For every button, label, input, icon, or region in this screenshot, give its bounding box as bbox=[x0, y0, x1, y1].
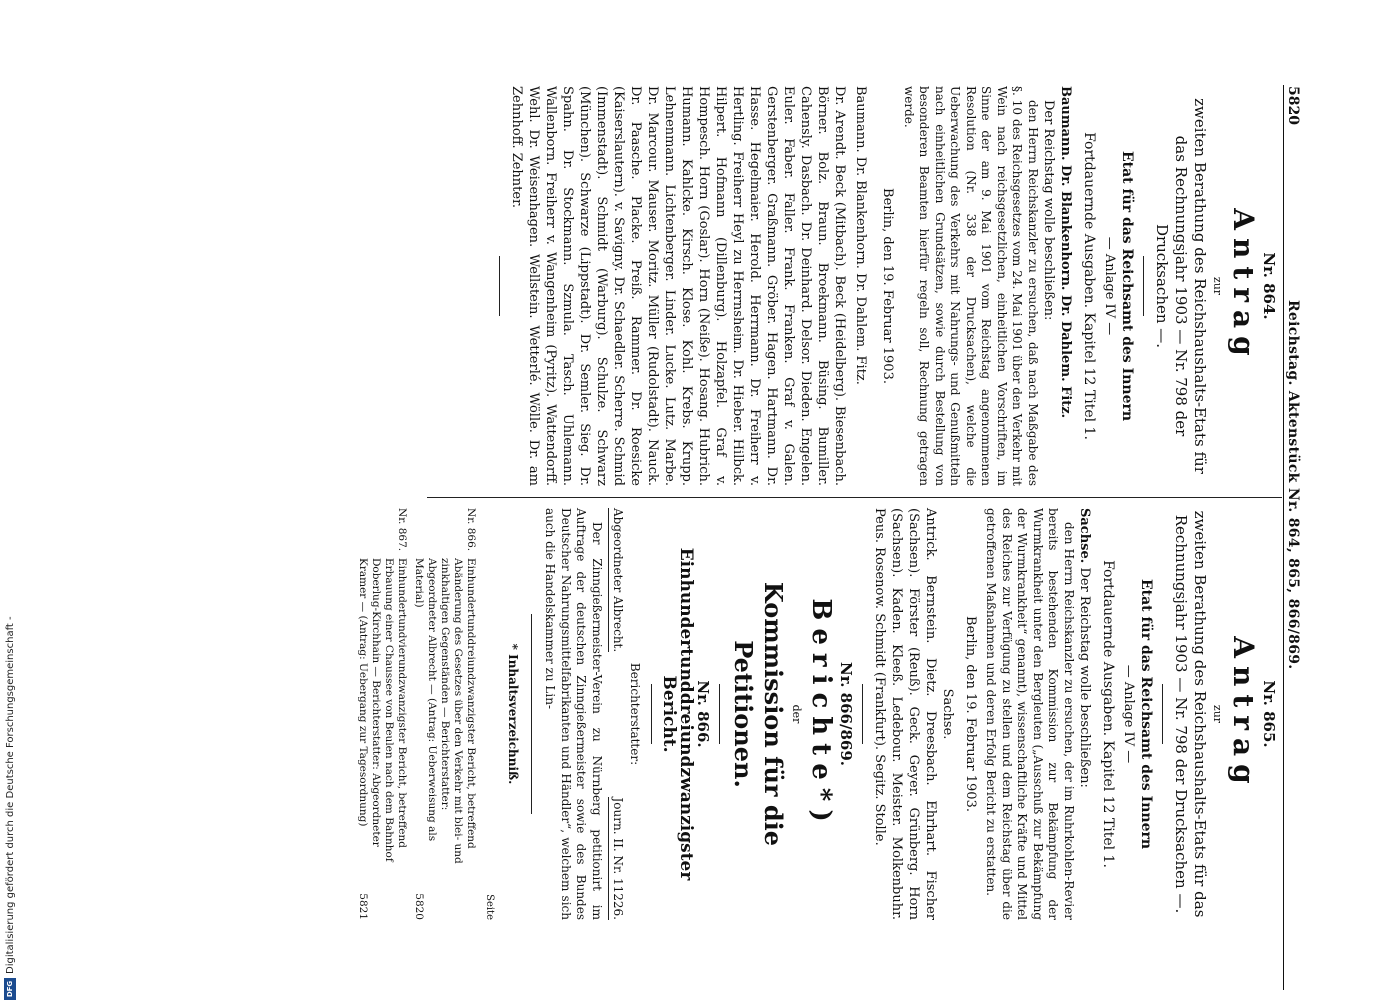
toc-item-number: Nr. 867. bbox=[396, 508, 408, 552]
rule bbox=[651, 684, 652, 744]
zur-text: zur bbox=[1211, 704, 1224, 724]
toc-list bbox=[356, 508, 477, 920]
header-rule bbox=[1283, 85, 1284, 990]
antrag-title: Antrag bbox=[1227, 208, 1260, 364]
antrag-date: Berlin, den 19. Februar 1903. bbox=[880, 188, 896, 384]
berichterstatter-label: Berichterstatter: bbox=[628, 662, 642, 766]
rule bbox=[1143, 256, 1144, 316]
antrag-heading: zweiten Berathung des Reichshaushalts-Etats für das Rechnungsjahr 1903 — Nr. 798 der Drucksachen —. bbox=[1172, 510, 1209, 918]
fortdauernde: Fortdauernde Ausgaben. Kapitel 12 Titel 1. bbox=[1100, 560, 1116, 868]
running-header: Reichstag. Aktenstück Nr. 864, 865, 866/869. bbox=[1285, 300, 1301, 670]
digitization-footer bbox=[0, 0, 20, 1000]
toc-item-text: Einhundertundvierundzwanzigster Bericht, betreffend Erbauung einer Chaussee von Beulen nach dem Bahnhof Doberlug-Kirchhain — Berichterstatter: Abgeordneter Kramer — (Antrag: Uebergang zur Tagesordnung) bbox=[357, 558, 408, 862]
antrag-body: den Herrn Reichskanzler zu ersuchen, der im Ruhrkohlen-Revier bereits bestehenden Kommission zur Bekämpfung der Wurmkrankheit unter den Bergleuten („Ausschuß zur Bekämpfung der Wurmkrankheit“ genannt), wissenschaftliche Kräfte und Mittel des Reiches zur Verfügung zu stellen und dem Reichstag über die getroffenen Maßnahmen und deren Erfolg Bericht zu erstatten. bbox=[984, 508, 1076, 920]
toc-item-number: Nr. 866. bbox=[465, 508, 477, 552]
toc-item bbox=[412, 508, 477, 920]
left-column bbox=[492, 86, 1278, 486]
rule bbox=[862, 684, 863, 744]
antrag-lead2: Der Reichstag wolle beschließen: bbox=[1041, 100, 1056, 321]
toc-item-text: Einhundertunddreiundzwanzigster Bericht, betreffend Abänderung des Gesetzes über den Verkehr mit blei- und zinkhaltigen Gegenständen — Berichterstatter: Abgeordneter Albrecht — (Antrag: Ueberweisung als Material) bbox=[413, 558, 477, 864]
berichte-number: Nr. 866/869. bbox=[837, 661, 855, 766]
der-text: der bbox=[790, 704, 803, 724]
dfg-logo: DFG bbox=[4, 978, 16, 1000]
footer-text: Digitalisierung gefördert durch die Deutsche Forschungsgemeinschaft - bbox=[4, 616, 16, 974]
etat-title: Etat für das Reichsamt des Innern bbox=[1138, 578, 1154, 850]
kommission-title: Kommission für die Petitionen. bbox=[729, 581, 788, 847]
antrag-number: Nr. 864. bbox=[1260, 252, 1278, 320]
toc-seite: Seite bbox=[484, 894, 495, 920]
antrag-heading: zweiten Berathung des Reichshaushalts-Etats für das Rechnungsjahr 1903 — Nr. 798 der Drucksachen —. bbox=[1153, 98, 1209, 474]
rule bbox=[500, 256, 501, 316]
berichterstatter-name: Abgeordneter Albrecht. bbox=[608, 508, 626, 652]
rule bbox=[719, 684, 720, 744]
toc-title: * Inhaltsverzeichniß. bbox=[506, 643, 520, 785]
rule bbox=[531, 614, 532, 814]
antrag-lead: Sachse. bbox=[1077, 508, 1092, 564]
toc-item-page: 5821 bbox=[357, 893, 369, 920]
fortdauernde: Fortdauernde Ausgaben. Kapitel 12 Titel 1. bbox=[1081, 132, 1097, 440]
etat-title: Etat für das Reichsamt des Innern bbox=[1119, 150, 1135, 422]
toc-item bbox=[356, 508, 408, 920]
antrag-body: den Herrn Reichskanzler zu ersuchen, daß nach Maßgabe des §. 10 des Reichsgesetzes vom 24. Mai 1901 über den Verkehr mit Wein nach reichsgesetzlichen, einheitlichen Vorschriften, im Sinne der am 9. Mai 1901 vom Reichstag angenommenen Resolution (Nr. 338 der Drucksachen), welche die Ueberwachung des Verkehrs mit Nahrungs- und Genußmitteln nach einheitlichen Grundsätzen, sowie durch Bestellung von besonderen Beamten hierfür regeln soll, Rechnung getragen werde. bbox=[902, 86, 1040, 486]
antrag-signers: Antrick. Bernstein. Dietz. Dreesbach. Ehrhart. Fischer (Sachsen). Förster (Reuß). Geck. Geyer. Grünberg. Horn (Sachsen). Kaden. Kleeß. Ledebour. Meister. Molkenbuhr. Peus. Rosenow. Schmidt (Frankfurt). Segitz. Stolle. bbox=[872, 508, 938, 920]
bericht-title: Einhundertunddreiundzwanzigster Bericht. bbox=[659, 547, 696, 881]
antrag-signature: Baumann. Dr. Blankenhorn. Dr. Dahlem. Fitz. bbox=[853, 86, 869, 385]
column-divider bbox=[427, 497, 1282, 498]
anlage: — Anlage IV — bbox=[1102, 236, 1117, 336]
antrag-lead: Baumann. Dr. Blankenhorn. Dr. Dahlem. Fitz. bbox=[1058, 86, 1073, 419]
antrag-signers: Dr. Arendt. Beck (Mitbach). Beck (Heidelberg). Biesenbach. Börner. Bolz. Braun. Broekmann. Büsing. Bumiller. Cahensly. Dasbach. Dr. Deinhard. Delsor. Dieden. Engelen. Euler. Faber. Faller. Frank. Franken. Graf v. Galen. Gerstenberger. Graßmann. Gröber. Hagen. Hartmann. Dr. Hasse. Hegelmaier. Herold. Herrmann. Dr. Freiherr v. Hertling. Freiherr Heyl zu Herrnsheim. Dr. Hieber. Hilbck. Hilpert. Hofmann (Dillenburg). Holzapfel. Graf v. Hompesch. Horn (Goslar). Horn (Neiße). Hosang. Hubrich. Humann. Kahlcke. Kirsch. Klose. Kohl. Krebs. Krupp. Lehnenmann. Lichtenberger. Linder. Lucke. Lutz. Marbe. Dr. Marcour. Mauser. Moritz. Müller (Rudolstadt). Nauck. Dr. Paasche. Placke. Preiß. Rammer. Dr. Roesicke (Kaiserslautern). v. Savigny. Dr. Schaedler. Scherre. Schmid (Immenstadt). Schmidt (Warburg). Schulze. Schwarz (München). Schwarze (Lippstadt). Dr. Semler. Sieg. Dr. Spahn. Dr. Stockmann. Szmula. Tasch. Uhlemann. Wallenborn. Freiherr v. Wangenheim (Pyritz). Wattendorff. Wehl. Dr. Weisenhagen. Wellstein. Wetterlé. Wölle. Dr. am Zehnhoff. Zehnter. bbox=[509, 86, 848, 486]
antrag-date: Berlin, den 19. Februar 1903. bbox=[963, 616, 978, 812]
rule bbox=[1162, 684, 1163, 744]
journal-number: Journ. II. Nr. 11226. bbox=[608, 797, 626, 920]
antrag-lead2: Der Reichstag wolle beschließen: bbox=[1077, 567, 1092, 788]
bericht-number: Nr. 866. bbox=[694, 680, 712, 748]
antrag-title: Antrag bbox=[1227, 636, 1260, 792]
bericht-body: Der Zinngießermeister-Verein zu Nürnberg petitionirt im Auftrage der deutschen Zinngießermeister sowie des Bundes Deutscher Nahrungsmittelfabrikanten und Händler“, welchem sich auch die Handelskammer zu Lin- bbox=[543, 508, 604, 920]
berichte-title: Berichte*) bbox=[806, 598, 836, 830]
zur-text: zur bbox=[1211, 276, 1224, 296]
anlage: — Anlage IV — bbox=[1121, 664, 1136, 764]
antrag-signature: Sachse. bbox=[940, 688, 955, 740]
toc-item-page: 5820 bbox=[413, 893, 425, 920]
antrag-number: Nr. 865. bbox=[1260, 680, 1278, 748]
right-column bbox=[356, 508, 1277, 920]
page-number: 5820 bbox=[1285, 86, 1301, 125]
